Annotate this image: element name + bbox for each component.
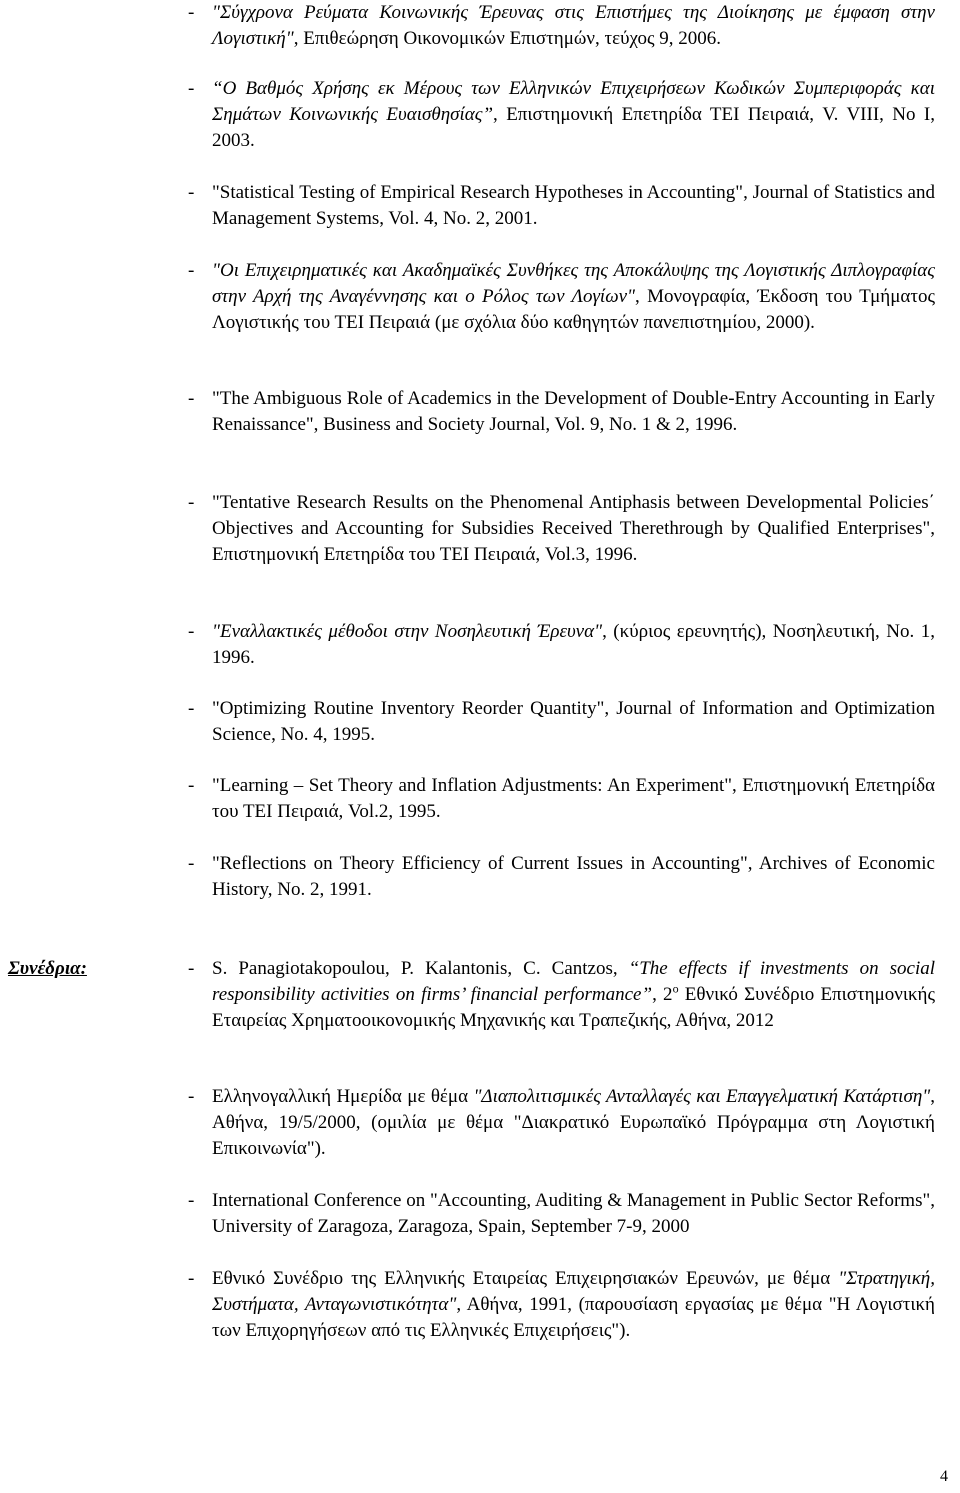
conference-details: , Αθήνα, 1991, (παρουσίαση εργασίας με θέμα "Η Λογιστική των Επιχορηγήσεων από τις Ελληνικές Επιχειρήσεις"). xyxy=(212,1293,935,1341)
publication-title: "Οι Επιχειρηματικές και Ακαδημαϊκές Συνθήκες της Αποκάλυψης της Λογιστικής Διπλογραφίας στην Αρχή της Αναγέννησης και ο Ρόλος των Λογίων" xyxy=(212,260,935,307)
list-dash: - xyxy=(188,492,195,513)
conference-entry-3 xyxy=(188,1188,935,1240)
publication-details: , Επιστημονική Επετηρίδα του ΤΕΙ Πειραιά, Vol.3, 1996. xyxy=(212,517,935,565)
publication-entry xyxy=(188,773,935,825)
publication-block-3 xyxy=(188,180,935,232)
publication-details: , Archives of Economic History, No. 2, 1991. xyxy=(212,853,935,900)
publication-title: "Εναλλακτικές μέθοδοι στην Νοσηλευτική Έρευνα" xyxy=(212,621,603,642)
publication-details: , (κύριος ερευνητής), Νοσηλευτική, No. 1, 1996. xyxy=(212,621,935,668)
conference-entry-1 xyxy=(188,956,935,1033)
publication-block-6 xyxy=(188,490,935,567)
list-dash: - xyxy=(188,621,195,642)
publication-title: "Learning – Set Theory and Inflation Adjustments: An Experiment" xyxy=(212,775,733,796)
publication-entry xyxy=(188,851,935,903)
conference-entry xyxy=(188,1266,935,1343)
publication-title: “Ο Βαθμός Χρήσης εκ Μέρους των Ελληνικών Επιχειρήσεων Κωδικών Συμπεριφοράς και Σημάτων Κοινωνικής Ευαισθησίας” xyxy=(212,78,935,125)
list-dash: - xyxy=(188,1268,195,1289)
publication-block-10 xyxy=(188,851,935,903)
publication-details: , Επιστημονική Επετηρίδα ΤΕΙ Πειραιά, V. VIII, No I, 2003. xyxy=(212,103,936,151)
publication-details: , Επιστημονική Επετηρίδα του ΤΕΙ Πειραιά, Vol.2, 1995. xyxy=(212,775,935,822)
publication-details: , Business and Society Journal, Vol. 9, No. 1 & 2, 1996. xyxy=(313,413,738,435)
publication-title: "Tentative Research Results on the Phenomenal Antiphasis between Developmental Policies΄ Objectives and Accounting for Subsidies Received Therethrough by Qualified Enterprises" xyxy=(212,492,935,539)
conference-entry-4 xyxy=(188,1266,935,1343)
conference-details: International Conference on "Accounting, Auditing & Management in Public Sector Reforms", University of Zaragoza, Zaragoza, Spain, September 7-9, 2000 xyxy=(212,1190,935,1237)
conference-intro: Ελληνογαλλική Ημερίδα με θέμα xyxy=(212,1086,474,1107)
publication-entry xyxy=(188,180,935,232)
publication-title: "The Ambiguous Role of Academics in the Development of Double-Entry Accounting in Early Renaissance" xyxy=(212,388,935,435)
publication-block-7 xyxy=(188,619,935,671)
list-dash: - xyxy=(188,182,195,203)
list-dash: - xyxy=(188,260,195,281)
list-dash: - xyxy=(188,78,195,99)
ordinal-superscript: ο xyxy=(672,981,679,996)
publication-title: "Reflections on Theory Efficiency of Current Issues in Accounting" xyxy=(212,853,748,874)
publication-entry xyxy=(188,0,935,52)
conferences-heading: Συνέδρια: xyxy=(8,958,87,979)
publication-entry xyxy=(188,619,935,671)
publication-entry xyxy=(188,386,935,438)
publication-title: "Statistical Testing of Empirical Research Hypotheses in Accounting" xyxy=(212,182,744,203)
publication-details: , Μονογραφία, Έκδοση του Τμήματος Λογιστικής του ΤΕΙ Πειραιά (με σχόλια δύο καθηγητών πανεπιστημίου, 2000). xyxy=(212,285,935,333)
list-dash: - xyxy=(188,698,195,719)
publication-block-8 xyxy=(188,696,935,748)
conference-entry xyxy=(188,1188,935,1240)
conference-details: , 2 xyxy=(652,983,673,1005)
conference-details-cont: Εθνικό Συνέδριο Επιστημονικής Εταιρείας Χρηματοοικονομικής Μηχανικής και Τραπεζικής, Αθήνα, 2012 xyxy=(212,983,935,1031)
publication-details: , Επιθεώρηση Οικονομικών Επιστημών, τεύχος 9, 2006. xyxy=(293,27,722,49)
conference-paper-title: “The effects if investments on social responsibility activities on firms’ financial performance” xyxy=(212,958,935,1005)
publications-list xyxy=(188,0,935,52)
publication-details: , Journal of Statistics and Management Systems, Vol. 4, No. 2, 2001. xyxy=(212,182,935,229)
list-dash: - xyxy=(188,2,195,23)
conference-entry xyxy=(188,1084,935,1161)
page-number: 4 xyxy=(940,1468,948,1485)
conference-authors: S. Panagiotakopoulou, P. Kalantonis, C. Cantzos, xyxy=(212,958,629,979)
publication-title: "Σύγχρονα Ρεύματα Κοινωνικής Έρευνας στις Επιστήμες της Διοίκησης με έμφαση στην Λογιστική" xyxy=(212,2,935,49)
publication-block-5 xyxy=(188,386,935,438)
list-dash: - xyxy=(188,1190,195,1211)
conference-intro: Εθνικό Συνέδριο της Ελληνικής Εταιρείας Επιχειρησιακών Ερευνών, με θέμα xyxy=(212,1268,839,1289)
list-dash: - xyxy=(188,958,195,979)
publication-title: "Optimizing Routine Inventory Reorder Quantity" xyxy=(212,698,605,719)
publication-details: , Journal of Information and Optimization Science, No. 4, 1995. xyxy=(212,698,935,745)
list-dash: - xyxy=(188,853,195,874)
publication-entry xyxy=(188,696,935,748)
publication-block-9 xyxy=(188,773,935,825)
conference-entry xyxy=(188,956,935,1033)
list-dash: - xyxy=(188,1086,195,1107)
conference-theme: "Διαπολιτισμικές Ανταλλαγές και Επαγγελματική Κατάρτιση" xyxy=(473,1086,931,1107)
publication-block-4 xyxy=(188,258,935,335)
conference-theme: "Στρατηγική, Συστήματα, Ανταγωνιστικότητα" xyxy=(212,1268,935,1315)
conference-details: , Αθήνα, 19/5/2000, (ομιλία με θέμα "Διακρατικό Ευρωπαϊκό Πρόγραμμα στη Λογιστική Επικοινωνία"). xyxy=(212,1086,935,1159)
publication-block-2 xyxy=(188,76,935,153)
list-dash: - xyxy=(188,775,195,796)
conference-entry-2 xyxy=(188,1084,935,1161)
publication-entry xyxy=(188,76,935,153)
publication-entry xyxy=(188,258,935,335)
publication-entry xyxy=(188,490,935,567)
list-dash: - xyxy=(188,388,195,409)
